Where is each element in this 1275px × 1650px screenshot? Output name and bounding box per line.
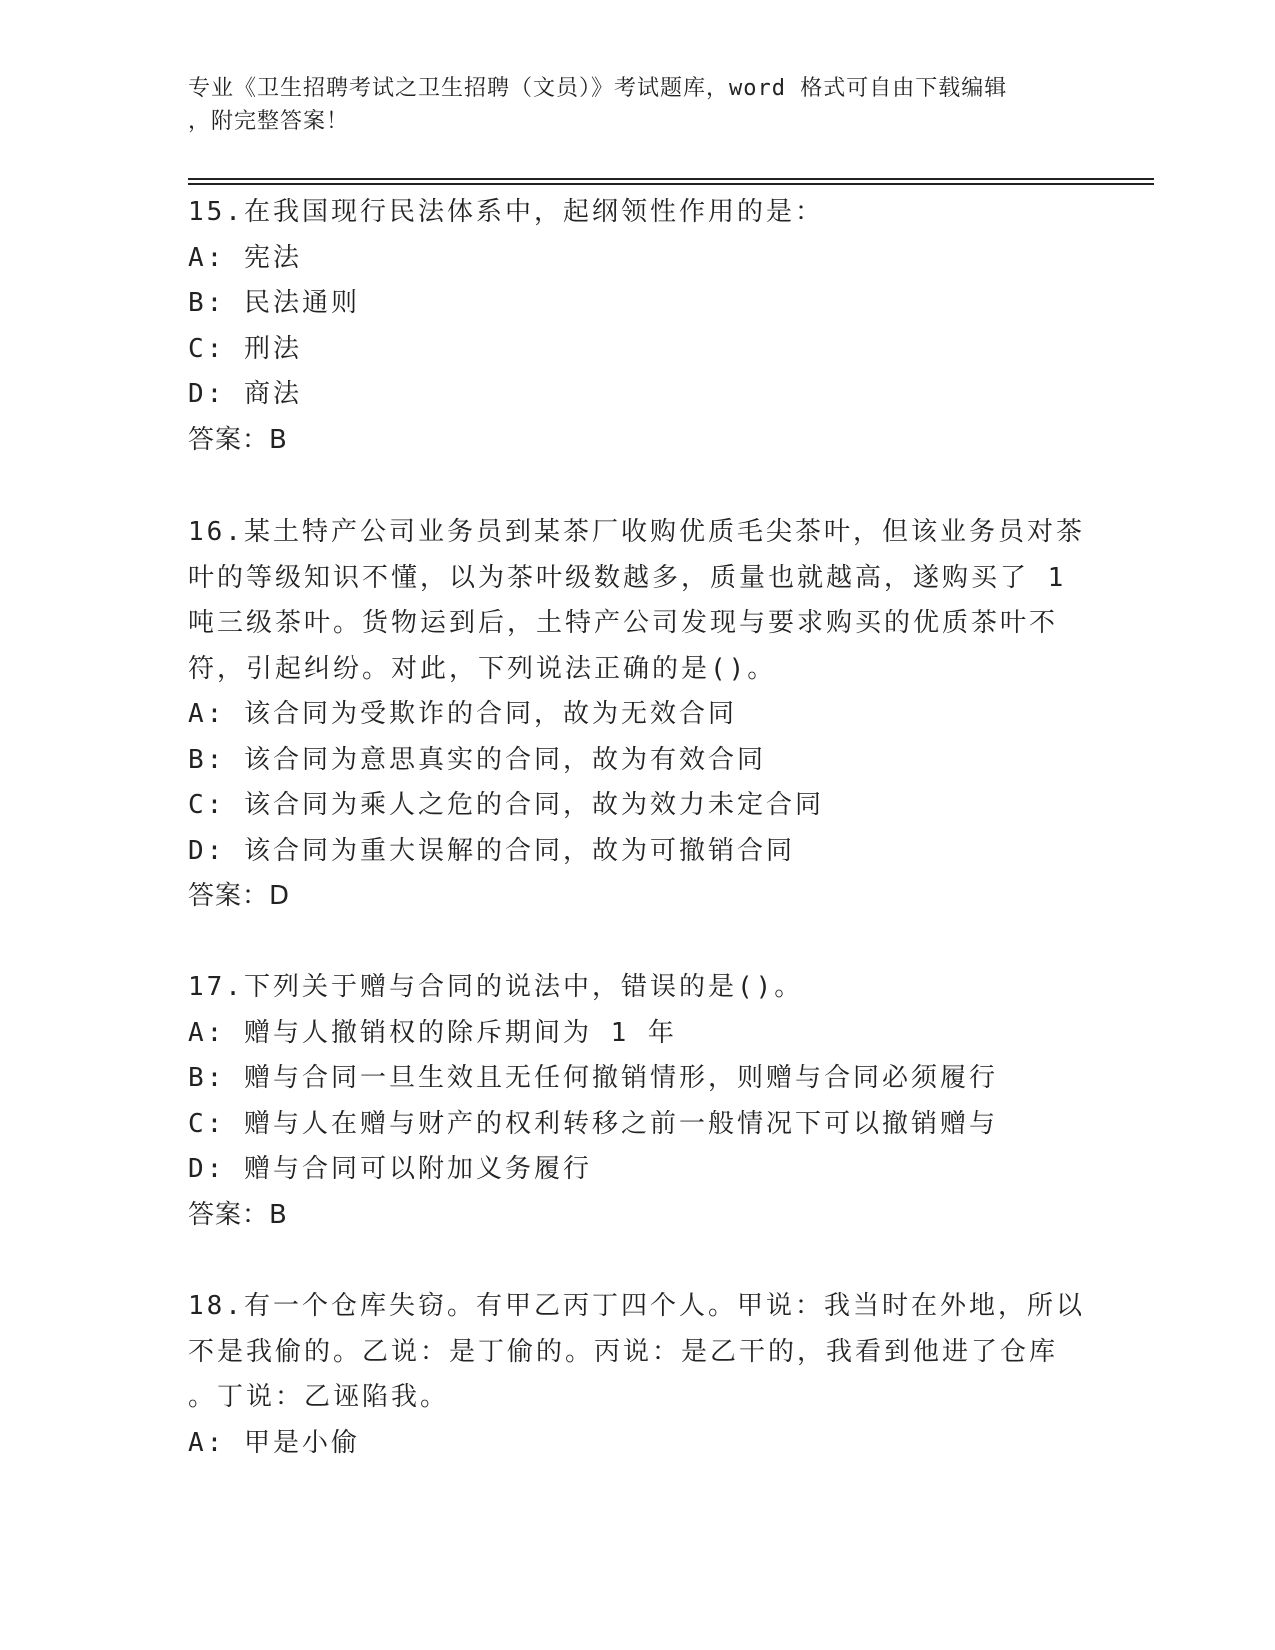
header-divider-bottom [188,183,1154,185]
option-c: C: 刑法 [188,333,302,364]
question-stem-line: 18.有一个仓库失窃。有甲乙丙丁四个人。甲说：我当时在外地，所以 [188,1291,1085,1321]
question-stem-line: 符，引起纠纷。对此，下列说法正确的是()。 [188,653,777,684]
answer-line: 答案：D [188,881,291,911]
question-stem-line: 17.下列关于赠与合同的说法中，错误的是()。 [188,972,804,1002]
question-16 [188,510,1088,920]
header-divider-top [188,178,1154,180]
header-line-1: 专业《卫生招聘考试之卫生招聘（文员）》考试题库，word 格式可自由下载编辑 [188,76,1008,101]
answer-line: 答案：B [188,1199,288,1230]
option-b: B: 赠与合同一旦生效且无任何撤销情形，则赠与合同必须履行 [188,1063,998,1093]
option-d: D: 赠与合同可以附加义务履行 [188,1154,592,1184]
option-a: A: 赠与人撤销权的除斥期间为 1 年 [188,1017,677,1048]
question-stem-line: 吨三级茶叶。货物运到后，土特产公司发现与要求购买的优质茶叶不 [188,608,1059,638]
answer-line: 答案：B [188,424,288,455]
option-a: A: 甲是小偷 [188,1427,360,1458]
header-line-2: ，附完整答案！ [188,109,350,134]
option-a: A: 宪法 [188,242,302,273]
option-a: A: 该合同为受欺诈的合同，故为无效合同 [188,699,737,729]
option-d: D: 该合同为重大误解的合同，故为可撤销合同 [188,835,795,866]
option-d: D: 商法 [188,379,302,409]
document-header [188,72,1088,138]
option-b: B: 该合同为意思真实的合同，故为有效合同 [188,744,766,775]
option-b: B: 民法通则 [188,288,360,318]
option-c: C: 该合同为乘人之危的合同，故为效力未定合同 [188,790,824,820]
question-stem-line: 不是我偷的。乙说：是丁偷的。丙说：是乙干的，我看到他进了仓库 [188,1336,1059,1367]
option-c: C: 赠与人在赠与财产的权利转移之前一般情况下可以撤销赠与 [188,1108,998,1139]
question-18 [188,1284,1088,1466]
question-stem-line: 。丁说：乙诬陷我。 [188,1382,450,1412]
question-stem-line: 叶的等级知识不懂，以为茶叶级数越多，质量也就越高，遂购买了 1 [188,562,1067,593]
question-15 [188,190,1088,463]
question-stem-line: 16.某土特产公司业务员到某茶厂收购优质毛尖茶叶，但该业务员对茶 [188,517,1085,547]
question-stem-line: 15.在我国现行民法体系中，起纲领性作用的是： [188,197,824,227]
question-17 [188,965,1088,1238]
